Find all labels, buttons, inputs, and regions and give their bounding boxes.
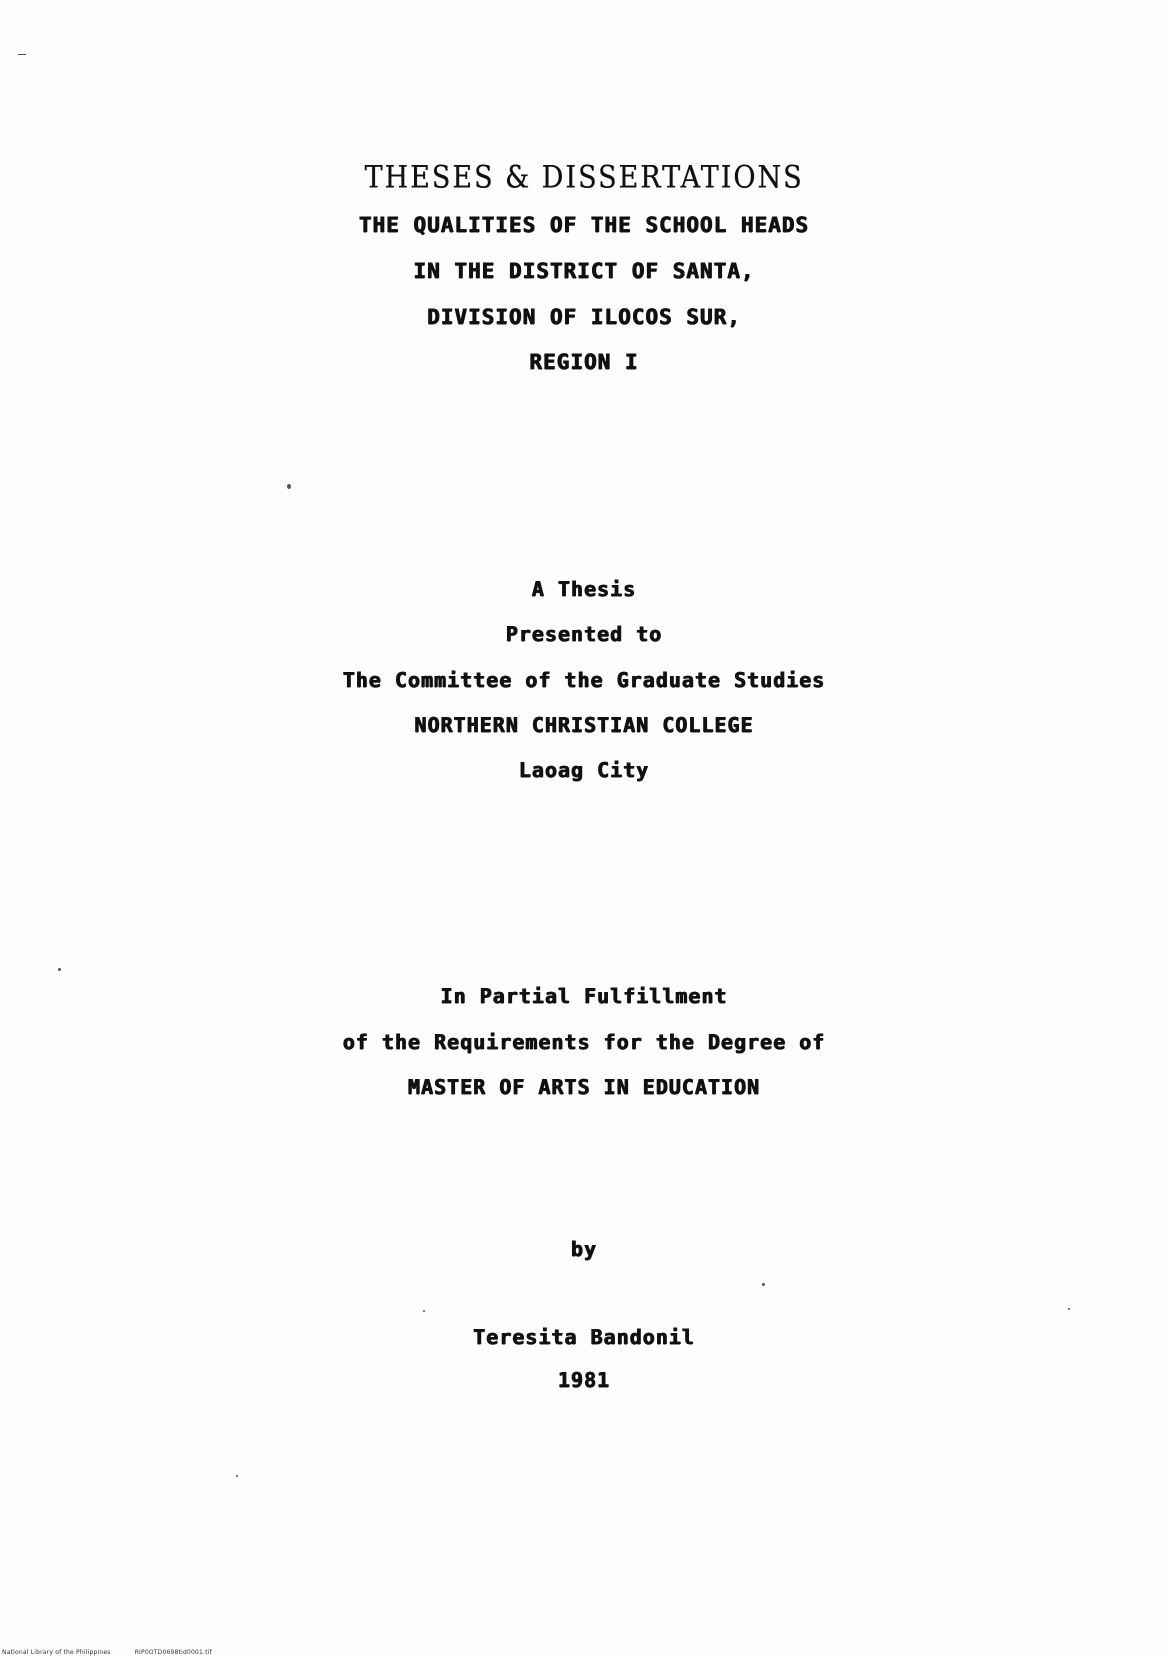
fulfillment-line-1: In Partial Fulfillment	[440, 984, 728, 1008]
footer-file: RIP0OTD0698tid0001.tif	[134, 1649, 212, 1656]
scan-speck	[1068, 1308, 1070, 1310]
title-line-4: REGION I	[529, 350, 639, 374]
footer-library: National Library of the Philippines	[2, 1649, 111, 1656]
fulfillment-line-3: MASTER OF ARTS IN EDUCATION	[407, 1075, 761, 1099]
title-line-2: IN THE DISTRICT OF SANTA,	[413, 259, 755, 283]
presentation-line-5: Laoag City	[518, 758, 650, 782]
scan-speck	[58, 968, 61, 971]
scan-speck	[423, 1310, 425, 1312]
year: 1981	[557, 1368, 611, 1392]
presentation-line-3: The Committee of the Graduate Studies	[342, 668, 826, 692]
presentation-line-1: A Thesis	[531, 577, 637, 601]
fulfillment-line-2: of the Requirements for the Degree of	[342, 1030, 826, 1054]
presentation-line-4: NORTHERN CHRISTIAN COLLEGE	[414, 713, 754, 737]
presentation-line-2: Presented to	[505, 622, 663, 646]
collection-stamp: THESES & DISSERTATIONS	[364, 159, 804, 196]
scan-speck	[287, 484, 291, 489]
title-line-3: DIVISION OF ILOCOS SUR,	[427, 305, 741, 329]
scan-speck	[762, 1283, 765, 1286]
author-name: Teresita Bandonil	[473, 1325, 695, 1349]
scan-speck	[18, 54, 26, 55]
scan-speck	[236, 1475, 238, 1477]
scan-footer	[2, 1649, 234, 1656]
by-line: by	[570, 1237, 598, 1261]
title-line-1: THE QUALITIES OF THE SCHOOL HEADS	[358, 213, 810, 237]
